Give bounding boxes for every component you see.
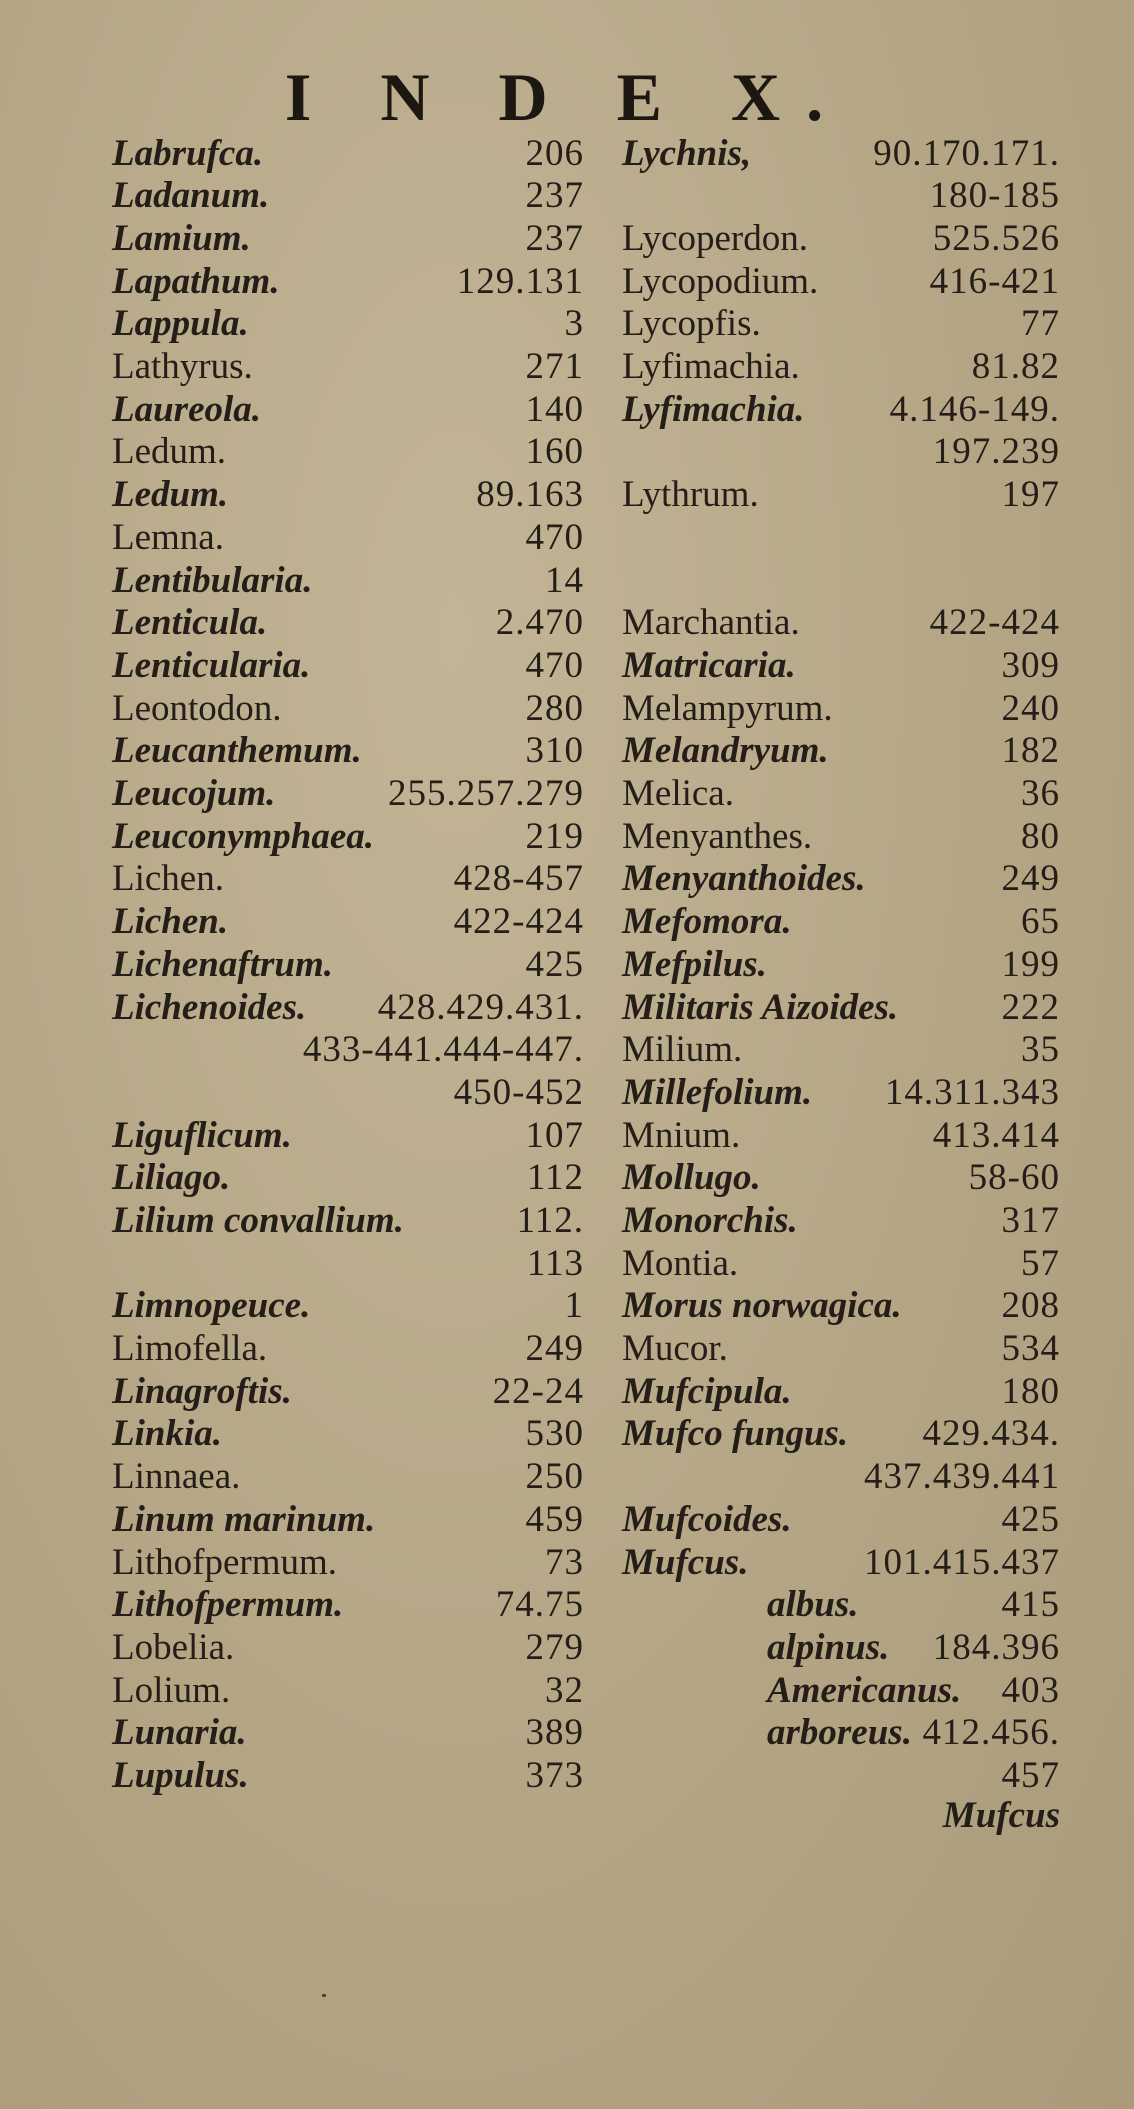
index-entry: [112, 1284, 584, 1328]
page-reference: 415: [1001, 1584, 1060, 1625]
index-term: Mefomora.: [622, 901, 792, 942]
page-reference: 429.434.: [922, 1413, 1060, 1454]
index-term: Lichen.: [112, 901, 229, 942]
index-entry: [112, 1327, 584, 1371]
page-reference: 425: [1001, 1499, 1060, 1540]
index-entry: [622, 729, 1060, 773]
page-reference: 249: [1001, 858, 1060, 899]
index-entry: [112, 1028, 584, 1072]
index-term: Ledum.: [112, 474, 229, 515]
index-term: Lemna.: [112, 517, 224, 558]
index-term: Ladanum.: [112, 175, 270, 216]
page-reference: 412.456.: [922, 1712, 1060, 1753]
index-entry: [112, 601, 584, 645]
page-reference: 160: [525, 431, 584, 472]
index-entry: [112, 516, 584, 560]
index-term: Lichenaftrum.: [112, 944, 333, 985]
index-term: Melica.: [622, 773, 734, 814]
index-entry: [622, 388, 1060, 432]
index-term: Morus norwagica.: [622, 1285, 902, 1326]
page-reference: 470: [525, 517, 584, 558]
index-entry: [622, 986, 1060, 1030]
index-entry: [622, 132, 1060, 176]
index-term: Millefolium.: [622, 1072, 813, 1113]
index-term: Matricaria.: [622, 645, 796, 686]
page-reference: 237: [525, 218, 584, 259]
index-term: Mufcoides.: [622, 1499, 792, 1540]
index-entry: [112, 1626, 584, 1670]
page-reference: 222: [1001, 987, 1060, 1028]
page-reference: 73: [545, 1542, 584, 1583]
index-term: Leontodon.: [112, 688, 282, 729]
page-reference: 422-424: [929, 602, 1060, 643]
index-term: Mefpilus.: [622, 944, 767, 985]
index-term: Liliago.: [112, 1157, 231, 1198]
index-term: Lythrum.: [622, 474, 759, 515]
index-term: Lupulus.: [112, 1755, 249, 1796]
index-entry: [112, 345, 584, 389]
page-reference: 534: [1001, 1328, 1060, 1369]
index-entry: [622, 1754, 1060, 1798]
page-reference: 199: [1001, 944, 1060, 985]
index-term: Lenticula.: [112, 602, 268, 643]
page-reference: 255.257.279: [388, 773, 584, 814]
page-reference: 65: [1021, 901, 1060, 942]
page-reference: 112: [526, 1157, 584, 1198]
page-reference: 1: [564, 1285, 584, 1326]
index-term: Lycoperdon.: [622, 218, 808, 259]
index-term: Limofella.: [112, 1328, 268, 1369]
page-reference: 74.75: [495, 1584, 584, 1625]
index-entry: [112, 729, 584, 773]
index-term: Lobelia.: [112, 1627, 235, 1668]
page-reference: 80: [1021, 816, 1060, 857]
page-reference: 22-24: [492, 1371, 584, 1412]
index-term: Lychnis,: [622, 133, 752, 174]
index-term: Mnium.: [622, 1115, 741, 1156]
index-term: Lathyrus.: [112, 346, 253, 387]
index-entry: [112, 687, 584, 731]
index-term: Linagroftis.: [112, 1371, 292, 1412]
page-reference: 373: [525, 1755, 584, 1796]
index-term: Lapathum.: [112, 261, 280, 302]
page-reference: 14: [545, 560, 584, 601]
page-reference: 309: [1001, 645, 1060, 686]
page-reference: 184.396: [932, 1627, 1060, 1668]
index-entry: [112, 473, 584, 517]
page-reference: 107: [525, 1115, 584, 1156]
index-entry: [622, 302, 1060, 346]
index-entry: [622, 430, 1060, 474]
page-reference: 35: [1021, 1029, 1060, 1070]
index-term: Lamium.: [112, 218, 251, 259]
index-entry: [112, 1114, 584, 1158]
index-term: Monorchis.: [622, 1200, 798, 1241]
index-term: Lithofpermum.: [112, 1542, 338, 1583]
page-reference: 428-457: [453, 858, 584, 899]
page-reference: 112.: [516, 1200, 584, 1241]
index-entry: [622, 217, 1060, 261]
index-term: Leuconymphaea.: [112, 816, 375, 857]
page-reference: 57: [1021, 1243, 1060, 1284]
page-reference: 237: [525, 175, 584, 216]
page-reference: 81.82: [971, 346, 1060, 387]
index-entry: [112, 900, 584, 944]
page-reference: 219: [525, 816, 584, 857]
page-reference: 280: [525, 688, 584, 729]
page-reference: 279: [525, 1627, 584, 1668]
index-entry: [622, 1028, 1060, 1072]
index-term: Linum marinum.: [112, 1499, 376, 1540]
index-entry: [112, 430, 584, 474]
page-reference: 249: [525, 1328, 584, 1369]
index-entry: [112, 132, 584, 176]
index-entry: [112, 174, 584, 218]
page-reference: 530: [525, 1413, 584, 1454]
index-term: Menyanthoides.: [622, 858, 866, 899]
index-entry: [112, 559, 584, 603]
index-entry: [622, 644, 1060, 688]
page-reference: 206: [525, 133, 584, 174]
page-reference-continued: 457: [1001, 1755, 1060, 1796]
index-term: Montia.: [622, 1243, 739, 1284]
index-entry: [622, 1199, 1060, 1243]
index-term: Lithofpermum.: [112, 1584, 344, 1625]
page-reference: 389: [525, 1712, 584, 1753]
page-reference: 90.170.171.: [873, 133, 1060, 174]
page-reference: 14.311.343: [884, 1072, 1060, 1113]
index-entry: [112, 388, 584, 432]
index-term: Melampyrum.: [622, 688, 833, 729]
index-term: Limnopeuce.: [112, 1285, 311, 1326]
index-term: Lycopodium.: [622, 261, 819, 302]
index-entry: [112, 1412, 584, 1456]
page-reference: 310: [525, 730, 584, 771]
page-reference: 36: [1021, 773, 1060, 814]
index-entry: [622, 1412, 1060, 1456]
catchword-line: [622, 1794, 1060, 1838]
index-entry: [622, 345, 1060, 389]
index-entry: [112, 1199, 584, 1243]
page-reference: 240: [1001, 688, 1060, 729]
index-entry: [622, 1498, 1060, 1542]
index-entry: [112, 1071, 584, 1115]
index-entry: [112, 1498, 584, 1542]
index-term: Lappula.: [112, 303, 249, 344]
index-entry: [622, 260, 1060, 304]
index-term: Menyanthes.: [622, 816, 813, 857]
index-term: Lenticularia.: [112, 645, 311, 686]
page-reference: 180: [1001, 1371, 1060, 1412]
index-term: Lycopfis.: [622, 303, 761, 344]
page-reference: 129.131: [456, 261, 584, 302]
index-term: Melandryum.: [622, 730, 829, 771]
page-reference: 89.163: [476, 474, 584, 515]
page-reference: 113: [526, 1243, 584, 1284]
index-entry: [622, 1669, 1060, 1713]
index-term: Mufcus.: [622, 1542, 749, 1583]
page-reference: 271: [525, 346, 584, 387]
index-subterm: albus.: [767, 1584, 859, 1625]
index-entry: [112, 943, 584, 987]
index-term: Liguflicum.: [112, 1115, 292, 1156]
page-reference: 428.429.431.: [377, 987, 584, 1028]
page-reference-continued: 197.239: [932, 431, 1060, 472]
index-entry: [622, 900, 1060, 944]
page-reference: 197: [1001, 474, 1060, 515]
index-term: Linnaea.: [112, 1456, 241, 1497]
index-entry: [622, 772, 1060, 816]
page-reference: 208: [1001, 1285, 1060, 1326]
page-reference-continued: 433-441.444-447.: [302, 1029, 584, 1070]
page-reference: 470: [525, 645, 584, 686]
page-reference: 403: [1001, 1670, 1060, 1711]
index-entry: [112, 857, 584, 901]
index-term: Lyfimachia.: [622, 389, 805, 430]
page-reference: 32: [545, 1670, 584, 1711]
page-reference: 459: [525, 1499, 584, 1540]
index-term: Lolium.: [112, 1670, 231, 1711]
index-entry: [112, 986, 584, 1030]
index-entry: [622, 1327, 1060, 1371]
page-reference: 77: [1021, 303, 1060, 344]
index-entry: [622, 1370, 1060, 1414]
index-entry: [622, 1114, 1060, 1158]
index-term: Leucojum.: [112, 773, 276, 814]
index-term: Lilium convallium.: [112, 1200, 404, 1241]
index-entry: [112, 302, 584, 346]
page-reference-continued: 450-452: [453, 1072, 584, 1113]
page-reference: 58-60: [968, 1157, 1060, 1198]
page-heading: I N D E X.: [284, 59, 850, 135]
page-reference: 422-424: [453, 901, 584, 942]
index-entry: [112, 1370, 584, 1414]
page-reference: 425: [525, 944, 584, 985]
paper-speck: [322, 1994, 326, 1997]
index-entry: [112, 1156, 584, 1200]
index-term: Laureola.: [112, 389, 262, 430]
index-term: Milium.: [622, 1029, 743, 1070]
index-entry: [112, 644, 584, 688]
index-term: Mollugo.: [622, 1157, 761, 1198]
index-entry: [622, 1455, 1060, 1499]
index-term: Mucor.: [622, 1328, 728, 1369]
page-reference: 416-421: [929, 261, 1060, 302]
index-entry: [112, 1242, 584, 1286]
page-reference: 413.414: [932, 1115, 1060, 1156]
index-term: Ledum.: [112, 431, 227, 472]
index-term: Linkia.: [112, 1413, 222, 1454]
index-entry: [112, 1541, 584, 1585]
index-entry: [622, 687, 1060, 731]
page-reference: 3: [564, 303, 584, 344]
index-subterm: alpinus.: [767, 1627, 890, 1668]
index-term: Lichen.: [112, 858, 224, 899]
index-entry: [622, 1711, 1060, 1755]
index-entry: [112, 1711, 584, 1755]
index-entry: [622, 1583, 1060, 1627]
catchword: Mufcus: [942, 1795, 1060, 1836]
page-reference: 101.415.437: [864, 1542, 1060, 1583]
index-entry: [622, 815, 1060, 859]
page-reference: 140: [525, 389, 584, 430]
page-reference-continued: 180-185: [929, 175, 1060, 216]
index-term: Lentibularia.: [112, 560, 313, 601]
index-entry: [622, 1242, 1060, 1286]
index-term: Lyfimachia.: [622, 346, 800, 387]
index-entry: [622, 1541, 1060, 1585]
index-term: Leucanthemum.: [112, 730, 362, 771]
index-term: Marchantia.: [622, 602, 800, 643]
index-entry: [112, 260, 584, 304]
index-entry: [622, 1626, 1060, 1670]
index-entry: [112, 217, 584, 261]
index-entry: [622, 1284, 1060, 1328]
page-reference: 2.470: [495, 602, 584, 643]
index-term: Militaris Aizoides.: [622, 987, 899, 1028]
index-term: Lichenoides.: [112, 987, 307, 1028]
index-subterm: arboreus.: [767, 1712, 912, 1753]
index-entry: [112, 1669, 584, 1713]
page-reference: 4.146-149.: [889, 389, 1060, 430]
index-term: Labrufca.: [112, 133, 264, 174]
index-term: Mufco fungus.: [622, 1413, 849, 1454]
index-entry: [112, 815, 584, 859]
index-entry: [622, 174, 1060, 218]
page-reference: 182: [1001, 730, 1060, 771]
index-term: Mufcipula.: [622, 1371, 792, 1412]
index-entry: [622, 857, 1060, 901]
index-entry: [622, 1156, 1060, 1200]
page-reference: 317: [1001, 1200, 1060, 1241]
index-entry: [622, 943, 1060, 987]
index-entry: [622, 1071, 1060, 1115]
index-entry: [112, 1754, 584, 1798]
page-reference: 250: [525, 1456, 584, 1497]
index-entry: [622, 601, 1060, 645]
page-reference: 525.526: [932, 218, 1060, 259]
index-term: Lunaria.: [112, 1712, 247, 1753]
index-entry: [622, 473, 1060, 517]
index-entry: [112, 1455, 584, 1499]
index-subterm: Americanus.: [767, 1670, 962, 1711]
page-reference-continued: 437.439.441: [864, 1456, 1060, 1497]
index-entry: [112, 1583, 584, 1627]
index-entry: [112, 772, 584, 816]
